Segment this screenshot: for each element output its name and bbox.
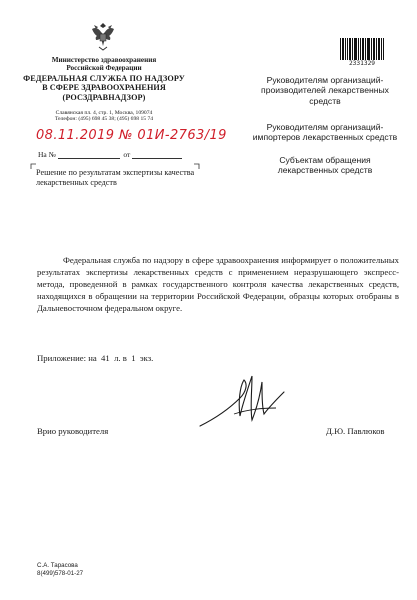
handwritten-signature — [196, 368, 288, 434]
executor-name: С.А. Тарасова — [37, 562, 78, 569]
barcode-number: 2331329 — [348, 60, 376, 67]
reference-date-line — [132, 150, 182, 159]
recipient-circulation-subjects: Субъектам обращения лекарственных средств — [277, 155, 373, 176]
letter-body: Федеральная служба по надзору в сфере здравоохранения информирует о положительных результатах экспертизы лекарственных средств с применением неразрушающего экспресс-метода, проведенной в рамках государственного контроля качества лекарственных средств, находящихся в обращении на территории Российской Федерации, образцы которых отобраны в Дальневосточном федеральном округе. — [37, 255, 399, 313]
recipient-importers: Руководителям организаций-импортеров лекарственных средств — [252, 122, 398, 143]
executor-phone: 8(499)578-01-27 — [37, 569, 84, 577]
signatory-name: Д.Ю. Павлюков — [326, 426, 385, 436]
reference-date-label: от — [123, 150, 131, 159]
address-contacts: Славянская пл. 4, стр. 1, Москва, 109074 Телефон: (495) 698 45 38; (495) 698 15 74 — [54, 110, 154, 123]
document-subject: Решение по результатам экспертизы качества лекарственных средств — [36, 168, 195, 187]
signatory-title: Врио руководителя — [37, 426, 109, 436]
executor-info — [37, 562, 83, 578]
attachment-note: Приложение: на 41 л. в 1 экз. — [37, 353, 154, 363]
ministry-name: Министерство здравоохранения Российской Федерации — [51, 56, 157, 73]
recipient-manufacturers: Руководителям организаций-производителей лекарственных средств — [261, 75, 389, 106]
handwritten-registration-date: 08.11.2019 № 01И-2763/19 — [36, 128, 227, 143]
reference-number-line — [58, 150, 120, 159]
service-name: ФЕДЕРАЛЬНАЯ СЛУЖБА ПО НАДЗОРУ В СФЕРЕ ЗДРАВООХРАНЕНИЯ (РОСЗДРАВНАДЗОР) — [23, 74, 185, 102]
coat-of-arms-emblem — [86, 20, 120, 52]
reference-number-label: На № — [38, 150, 56, 159]
barcode-image — [340, 38, 384, 60]
reference-number-row — [38, 150, 182, 159]
